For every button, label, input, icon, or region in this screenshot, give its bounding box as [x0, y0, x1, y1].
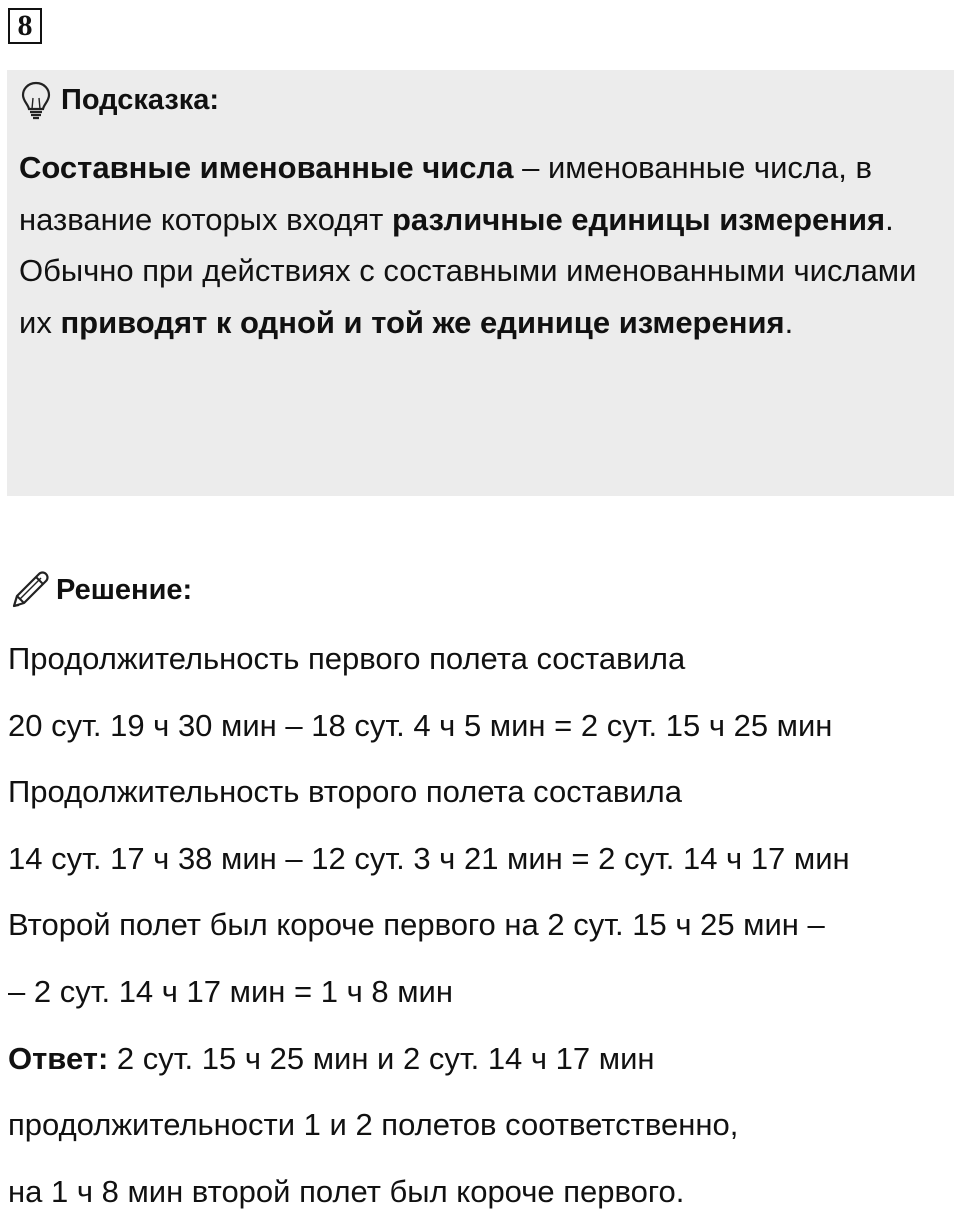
solution-title: Решение:	[56, 573, 193, 606]
hint-box	[7, 70, 954, 496]
solution-body	[8, 626, 948, 1225]
solution-line: Второй полет был короче первого на 2 сут. 15 ч 25 мин –	[8, 907, 825, 943]
answer-label: Ответ:	[8, 1040, 109, 1076]
hint-header	[19, 80, 219, 120]
solution-line: Продолжительность второго полета составила	[8, 774, 682, 810]
solution-line: 20 сут. 19 ч 30 мин – 18 сут. 4 ч 5 мин = 2 сут. 15 ч 25 мин	[8, 707, 833, 743]
answer-line	[8, 1026, 948, 1093]
hint-term-2: различные единицы измерения	[391, 201, 886, 237]
hint-paragraph-2	[19, 245, 929, 348]
hint-text	[19, 142, 929, 348]
hint-p2-text-1: Обычно при действиях с составными именованными числами их	[19, 253, 917, 340]
answer-text: 2 сут. 15 ч 25 мин и 2 сут. 14 ч 17 мин	[108, 1040, 655, 1076]
hint-term: Составные именованные числа	[19, 150, 514, 185]
pencil-icon	[8, 568, 52, 612]
solution-line: 14 сут. 17 ч 38 мин – 12 сут. 3 ч 21 мин = 2 сут. 14 ч 17 мин	[8, 840, 850, 876]
solution-line: – 2 сут. 14 ч 17 мин = 1 ч 8 мин	[8, 973, 453, 1009]
hint-term-3: приводят к одной и той же единице измерения	[60, 304, 785, 340]
solution-header	[8, 566, 192, 614]
solution-line: продолжительности 1 и 2 полетов соответственно,	[8, 1107, 739, 1143]
hint-p1-text-1: – именованные числа, в название которых входят	[19, 150, 872, 237]
solution-line: Продолжительность первого полета составила	[8, 641, 686, 676]
lightbulb-icon	[19, 80, 53, 120]
solution-line: на 1 ч 8 мин второй полет был короче первого.	[8, 1173, 685, 1209]
hint-title: Подсказка:	[61, 83, 220, 116]
hint-p2-text-2: .	[784, 304, 794, 340]
hint-p1-text-2: .	[885, 201, 894, 237]
task-number-badge: 8	[8, 8, 42, 44]
hint-paragraph-1	[19, 142, 929, 245]
